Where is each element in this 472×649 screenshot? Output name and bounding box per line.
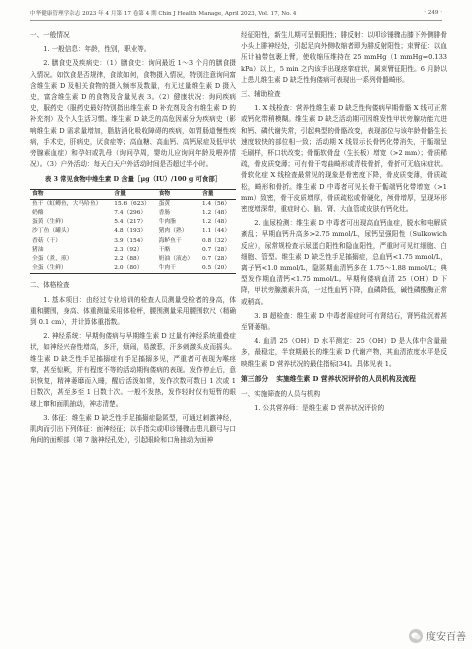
paragraph: 3. 体征：维生素 D 缺乏性手足搐搦症隐匿型，可通过刺激神经，肌肉而引出下列体征：面神经征；以手指尖或叩诊锤骤击患儿颧弓与口角间的面颊部（第 7 脑神经孔处），引起眼睑和口角抽动为面神 [30,413,236,445]
table-cell: 猪油 [32,246,44,253]
left-column [30,30,236,449]
left-bottom-blocks [30,280,236,446]
paragraph: 1. 公共营养师：是维生素 D 营养状况评价的 [254,404,385,413]
section-heading: 一、一般情况 [30,31,70,39]
table-cell: 2.2（88） [114,256,143,263]
part-three-heading [241,374,447,385]
table-cell: 牛肉干 [158,265,176,272]
table-cell: 1.2（48） [201,219,231,226]
table-cell: 香肠 [158,210,171,217]
paragraph: 2. 神经系统：早期佝偻病与早期维生素 D 过量有神经系统重叠症状，如神经兴奋性增高，多汗，烦闹，易激惹，汗多刺激头皮而摇头。维生素 D 缺乏性手足搐搦症有手足搐搦多见，严重者可表现为喉痉挛，甚至惊厥，并有程度不等的活动期佝偻病的表现。发作停止后，意识恢复，精神萎靡而入睡，醒后活泼如常，发作次数可数日 1 次或 1 日数次，甚至多至 1 日数十次。一般不发热，发作轻时仅有短暂的眼球上窜和面肌抽动，神志清楚。 [30,332,236,408]
table-cell: 1.4（56） [201,200,231,207]
paragraph: 2. 膳食史及疾病史：（1）膳食史：询问最近 1～3 个月的膳食摄入情况。如饮食是否规律，食欲如何，食物摄入情况，特别注意询问富含维生素 D 及相关食物的摄入频率及数量，有无过量维生素 D 摄入史，富含维生素 D 的食物及含量见表 3。（2）健康状况：询问疾病史，服药史（服药史最好特别指出维生素 D 补充剂及含有维生素 D 的补充剂）及个人生活习惯。维生素 D 缺乏的高危因素分为疾病史（影响维生素 D 需求量增加，脂肪消化吸收障碍的疾病，如胃肠道慢性疾病，手术史，肝病史，厌食症等；高血糖、高血钙、高钙尿症及低甲状旁腺素血症）和孕妇或乳母（询问孕周，婴幼儿应询问年龄及喂养情况）。（3）户外活动：每天白天户外活动时间是否超过半小时。 [30,59,236,169]
wechat-logo-icon [409,629,423,643]
paragraph: 3. B 超检查：维生素 D 中毒者需症时可有肾结石，肾钙盐沉着甚至肾萎缩。 [241,311,447,332]
table-cell: 蛋黄 [158,200,171,207]
table-row [30,264,236,274]
table-cell: 沙丁鱼（罐头） [32,228,73,235]
journal-citation: 中华健康管理学杂志 2023 年 4 月第 17 卷第 4 期 Chin J Health Manage, April 2023, Vol. 17, No. 4 [30,11,297,17]
table-cell: 奶油（液态） [158,256,194,263]
paragraph: 1. 一般信息：年龄，性别，职业等。 [43,45,151,54]
table-cell: 5.4（217） [114,219,147,226]
table-cell: 0.7（28） [201,256,231,263]
part-label: 第三部分 [241,374,269,383]
table-cell: 海鲈鱼干 [158,237,182,244]
part-title: 实施维生素 D 营养状况评价的人员机构及流程 [276,374,416,383]
table-cell: 4.8（193） [114,228,147,235]
section-heading: 一、实施筛查的人员与机构 [241,389,321,398]
watermark-text: 度安百善 [426,632,466,643]
table-body [30,199,236,274]
column-header: 食物 [158,190,171,197]
table-cell: 香菇（干） [32,237,61,244]
table-cell: 全蛋（煮，煎） [32,256,73,263]
paragraph: 1. 基本项目：由经过专业培训的检查人员测量受检者的身高，体重和腰围，身高、体重测量采用体检秤，腰围测量采用腰围软尺（精确到 0.1 cm），并计算体重指数。 [30,295,236,327]
table-cell: 全蛋（生鲜） [32,265,67,272]
table-cell: 鱼干（虹鳟鱼，大马哈鱼） [32,200,102,207]
right-top-blocks [241,30,447,370]
section-heading: 二、体格检查 [30,281,70,290]
food-vitamin-d-table [30,189,236,275]
table-cell: 0.8（32） [201,237,231,244]
table-cell: 1.2（48） [201,210,231,217]
column-header: 含量 [201,190,214,197]
paragraph: 4. 血清 25（OH）D 水平测定：25（OH）D 是人体中含量最多，最稳定，半衰期最长的维生素 D 代谢产物，其血清浓度水平是反映维生素 D 营养状况的最佳指标[34]。具体见表 1。 [241,337,447,368]
table-cell: 3.9（154） [114,237,147,244]
table-cell: 1.1（44） [201,228,231,235]
table-row [30,237,236,246]
table-cell: 牛肉脂 [158,219,176,226]
running-header [30,6,442,21]
paragraph: 1. X 线检查：营养性维生素 D 缺乏性佝偻病早期骨骼 X 线可正常或钙化带稍模糊。维生素 D 缺乏活动期可因维发性甲状旁腺功能亢进和钙、磷代谢失常，引起典型的骨骼改变，表现部位与该年龄骨骼生长速度较快的部位相一致；活动期 X 线显示长骨钙化带消失，干骺端呈毛刷样，杯口状改变；骨骺软骨盘（生长板）增宽（>2 mm）；骨质稀疏，骨皮质变薄；可有骨干弯曲畸形或青枝骨折，骨折可无临床症状。骨软化症 X 线检查最常见的现象是骨密度下降，骨皮质变薄，骨质疏松，畸形和骨折。维生素 D 中毒者可见长骨干骺端钙化带增宽（>1 mm）致密，骨干皮质增厚，骨质疏松或骨硬化，颅骨增厚，呈现环形密度增深带，重症时心、脑、肾、大血管或皮肤有钙化灶。 [241,104,447,214]
column-header: 食物 [32,190,44,197]
table-header-row [30,189,236,199]
table-cell: 蛋黄（生鲜） [32,219,67,226]
table-row [30,199,236,209]
paragraph: 2. 血尿检测：维生素 D 中毒者可出现高血钙血症，脱水和电解质紊乱；早期血钙升高多>2.75 mmol/L，尿钙呈强阳性（Sulkowich 反应），尿常规检查示尿蛋白阳性和隐血阳性，严重时可见红细胞、白细胞、管型。维生素 D 缺乏性手足搐搦症，总血钙<1.75 mmol/L，离子钙<1.0 mmol/L，隐匿期血清钙多在 1.75～1.88 mmol/L；典型发作期血清钙<1.75 mmol/L。早期佝偻病血清 25（OH）D 下降，甲状旁腺激素升高，一过性血钙下降，血磷降低，碱性磷酸酶正常或稍高。 [241,219,447,306]
table-cell: 7.4（296） [114,210,147,217]
watermark [409,628,466,643]
table-cell: 0.5（20） [201,265,231,272]
page-number: · 249 · [424,10,442,16]
table-cell: 干酪 [158,246,171,253]
table-row [30,246,236,255]
table-row [30,218,236,227]
table-row [30,227,236,236]
food-vitamin-d-table-caption: 表 3 常见食物中维生素 D 含量［μg（IU）/100 g 可食部］ [44,175,222,184]
table-row [30,255,236,264]
section-heading: 三、辅助检查 [241,90,281,99]
right-column [241,30,447,417]
table-cell: 2.0（80） [114,265,143,272]
column-header: 含量 [114,190,126,197]
table-cell: 猪肉（熟） [158,228,188,235]
table-cell: 奶酪 [32,210,44,217]
right-bottom-blocks [241,389,447,414]
left-top-blocks [30,30,236,170]
paragraph: 经征阳性，新生儿期可呈假阳性；腓反射：以叩诊锤骤击膝下外侧腓骨小头上腓神经处，引起足向外侧收缩者即为腓反射阳性；束臂征：以血压计袖带包裹上臂，使收缩压维持在 25 mmHg（1 mmHg=0.133 kPa）以上，5 min 之内该手出现痉挛症状，属束臂征阳性。6 月龄以上患儿维生素 D 缺乏性佝偻病可表现出一系列骨骼畸形。 [241,31,447,84]
table-cell: 2.3（92） [114,246,143,253]
table-cell: 15.6（623） [114,200,150,207]
table-row [30,209,236,218]
table-cell: 0.7（28） [201,246,231,253]
